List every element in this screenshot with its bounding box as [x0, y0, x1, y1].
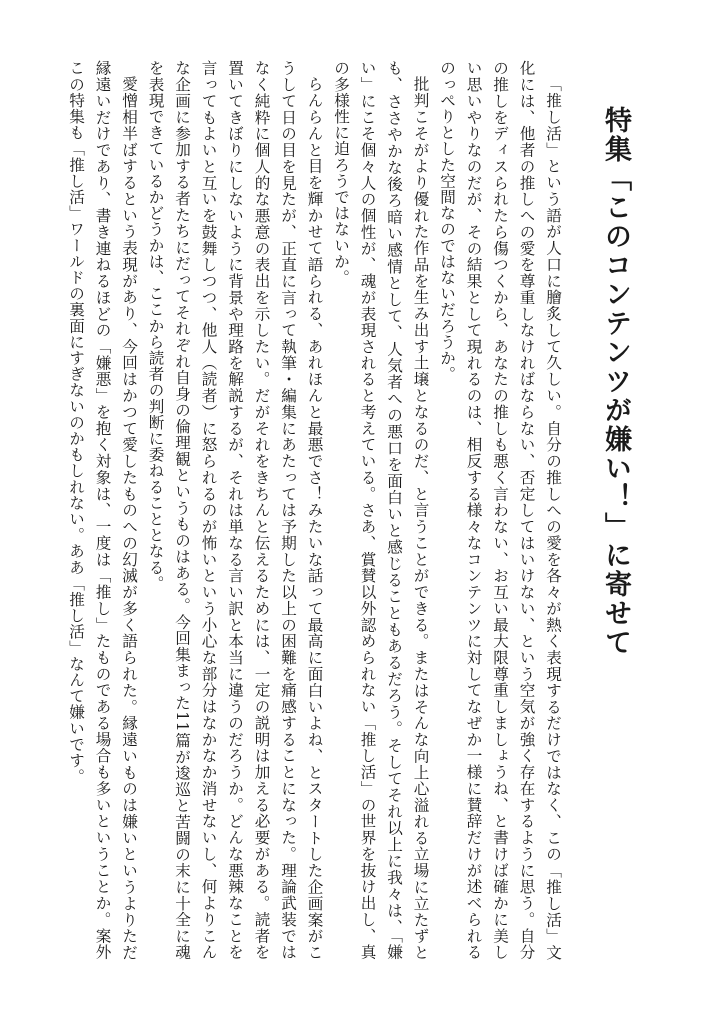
paragraph: らんらんと目を輝かせて語られる、あれほんと最悪でさ！みたいな話って最高に面白いよね、とスタートした企画案がこうして日の目を見たが、正直に言って執筆・編集にあたっては予期した以上の困難を痛感することになった。理論武装ではなく純粋に個人的な悪意の表出を示したい。だがそれをきちんと伝えるためには、一定の説明は加える必要がある。読者を置いてきぼりにしないように背景や理路を解説するが、それは単なる言い訳と本当に違うのだろうか。どんな悪辣なことを言ってもよいと互いを鼓舞しつつ、他人（読者）に怒られるのが怖いという小心な部分はなかなか消せないし、何よりこんな企画に参加する者たちにだってそれぞれ自身の倫理観というものはある。今回集まった11篇が逡巡と苦闘の末に十全に魂を表現できているかどうかは、ここから読者の判断に委ねることとなる。 [146, 60, 324, 960]
paragraph: 愛憎相半ばするという表現があり、今回はかつて愛したものへの幻滅が多く語られた。縁遠いものは嫌いというよりただ縁遠いだけであり、書き連ねるほどの「嫌悪」を抱く対象は、一度は「推し」たものである場合も多いということか。案外この特集も「推し活」ワールドの裏面にすぎないのかもしれない。ああ「推し活」なんて嫌いです。 [67, 60, 138, 960]
article-title: 特集「このコンテンツが嫌い！」に寄せて [600, 106, 631, 657]
paragraph: 批判こそがより優れた作品を生み出す土壌となるのだ、と言うことができる。またはそんな向上心溢れる立場に立たずとも、ささやかな後ろ暗い感情として、人気者への悪口を面白いと感じることもあるだろう。そしてそれ以上に我々は、「嫌い」にこそ個々人の個性が、魂が表現されると考えている。さあ、賞賛以外認められない「推し活」の世界を抜け出し、真の多様性に迫ろうではないか。 [332, 60, 430, 960]
paragraph: 「推し活」という語が人口に膾炙して久しい。自分の推しへの愛を各々が熱く表現するだけではなく、この「推し活」文化には、他者の推しへの愛を尊重しなければならない、否定してはいけない、という空気が強く存在するように思う。自分の推しをディスられたら傷つくから、あなたの推しも悪く言わない、お互い最大限尊重しましょうね、と書けば確かに美しい思いやりなのだが、その結果として現れるのは、相反する様々なコンテンツに対してなぜか一様に賛辞だけが述べられるのっぺりとした空間なのではないだろうか。 [438, 60, 562, 960]
article [63, 60, 630, 960]
